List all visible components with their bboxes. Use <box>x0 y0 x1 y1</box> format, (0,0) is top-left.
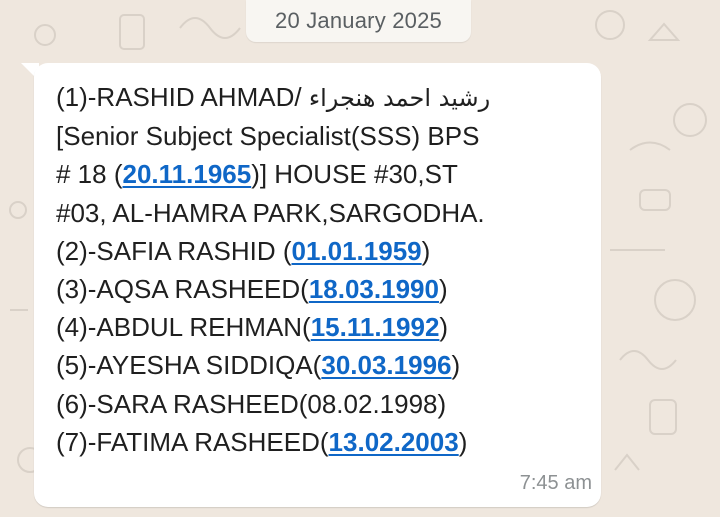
message-text-segment: (3)-AQSA RASHEED( <box>56 274 309 305</box>
message-text-segment: ) <box>458 426 468 457</box>
message-text <box>56 78 596 461</box>
message-line-5 <box>56 232 596 270</box>
date-chip <box>246 0 471 42</box>
message-line-9: (6)-SARA RASHEED(08.02.1998) <box>56 388 447 419</box>
message-text-segment: # 18 ( <box>56 159 123 190</box>
message-line-4: #03, AL-HAMRA PARK,SARGODHA. <box>56 197 485 228</box>
date-label: 20 January 2025 <box>275 8 442 33</box>
message-text-segment: (7)-FATIMA RASHEED( <box>56 426 329 457</box>
message-text-segment: (4)-ABDUL REHMAN( <box>56 312 311 343</box>
message-line-8 <box>56 346 596 384</box>
message-line-1 <box>56 78 596 117</box>
message-text-segment: ) <box>451 350 461 381</box>
message-text-segment: ) <box>421 235 431 266</box>
message-line-2: [Senior Subject Specialist(SSS) BPS <box>56 121 480 152</box>
message-text-segment: (5)-AYESHA SIDDIQA( <box>56 350 322 381</box>
date-link[interactable]: 01.01.1959 <box>291 235 422 266</box>
message-line-10 <box>56 423 596 461</box>
message-text-segment: ) <box>439 312 449 343</box>
message-line-6 <box>56 270 596 308</box>
date-link[interactable]: 20.11.1965 <box>122 159 252 190</box>
date-link[interactable]: 18.03.1990 <box>308 274 439 305</box>
message-text-segment: ) <box>438 274 448 305</box>
date-link[interactable]: 15.11.1992 <box>310 312 440 343</box>
date-link[interactable]: 30.03.1996 <box>321 350 452 381</box>
message-text-segment: (2)-SAFIA RASHID ( <box>56 235 292 266</box>
message-text-segment: )] HOUSE #30,ST <box>251 159 458 190</box>
message-line-7 <box>56 308 596 346</box>
urdu-name: رشید احمد ھنجراء <box>308 84 491 112</box>
message-time: 7:45 am <box>519 472 592 494</box>
message-line-3 <box>56 155 596 193</box>
message-text-segment: (1)-RASHID AHMAD/ <box>56 82 309 112</box>
date-link[interactable]: 13.02.2003 <box>328 426 459 457</box>
